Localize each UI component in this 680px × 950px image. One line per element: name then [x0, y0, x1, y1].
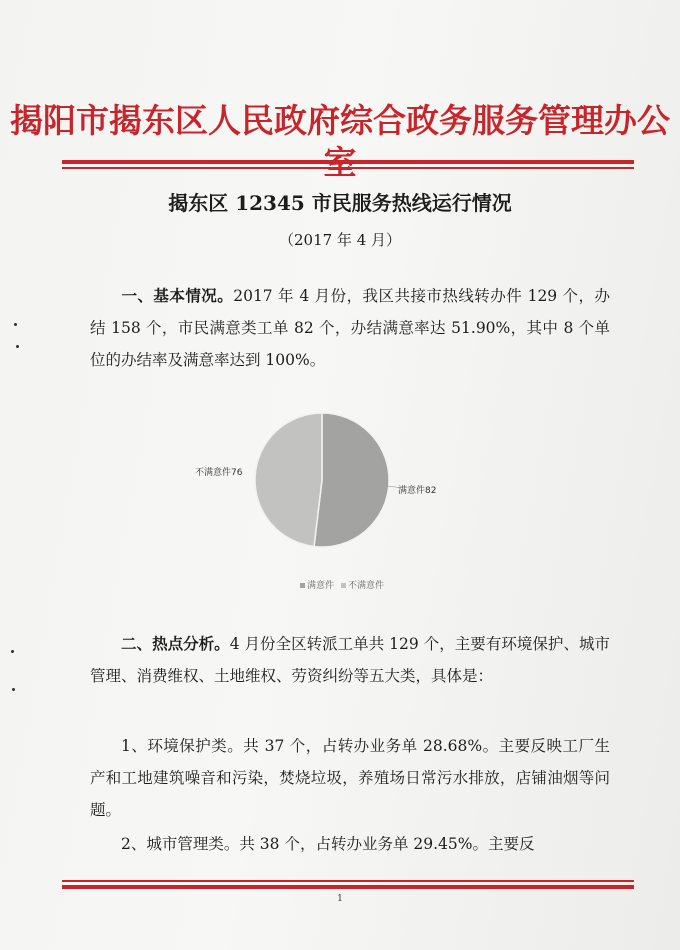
section-text: 4 月份全区转派工单共 129 个，主要有环境保护、城市管理、消费维权、土地维权、劳资纠纷等五大类，具体是：	[90, 635, 610, 685]
scan-mark	[12, 688, 15, 691]
section-basic-info	[90, 280, 610, 376]
scan-mark	[16, 345, 19, 348]
legend-swatch-satisfied	[300, 583, 305, 588]
pie-label-unsatisfied: 不满意件76	[195, 468, 243, 478]
item-text: 1、环境保护类。共 37 个，占转办业务单 28.68%。主要反映工厂生产和工地建筑噪音和污染，焚烧垃圾，养殖场日常污水排放，店铺油烟等问题。	[90, 737, 610, 819]
header-rule-thick	[62, 160, 634, 164]
item-environment	[90, 730, 610, 826]
satisfaction-pie-chart	[150, 395, 510, 595]
section-text: 2017 年 4 月份，我区共接市热线转办件 129 个，办结 158 个，市民满意类工单 82 个，办结满意率达 51.90%，其中 8 个单位的办结率及满意率达到 100%。	[90, 287, 610, 369]
report-date: （2017 年 4 月）	[278, 231, 402, 249]
pie-label-satisfied: 满意件82	[398, 486, 437, 496]
item-city-management	[90, 828, 610, 860]
footer-rule-thick	[62, 885, 634, 889]
section-heading: 二、热点分析。	[121, 634, 230, 653]
pie-svg	[150, 395, 510, 595]
page-number: 1	[337, 894, 343, 904]
section-hotspot-analysis	[90, 628, 610, 692]
header-rule-thin	[62, 167, 634, 169]
scan-mark	[11, 650, 14, 653]
chart-legend	[0, 578, 680, 591]
report-title: 揭东区 12345 市民服务热线运行情况	[168, 191, 512, 215]
item-text: 2、城市管理类。共 38 个，占转办业务单 29.45%。主要反	[121, 835, 535, 853]
legend-label-satisfied: 满意件	[307, 581, 335, 591]
section-heading: 一、基本情况。	[121, 286, 234, 305]
pie-slice-satisfied	[314, 413, 389, 547]
footer-rule-thin	[62, 880, 634, 882]
pie-slice-unsatisfied	[255, 413, 322, 547]
org-header: 揭阳市揭东区人民政府综合政务服务管理办公	[10, 101, 670, 140]
legend-swatch-unsatisfied	[341, 583, 346, 588]
scan-mark	[14, 323, 17, 326]
legend-label-unsatisfied: 不满意件	[347, 581, 384, 591]
